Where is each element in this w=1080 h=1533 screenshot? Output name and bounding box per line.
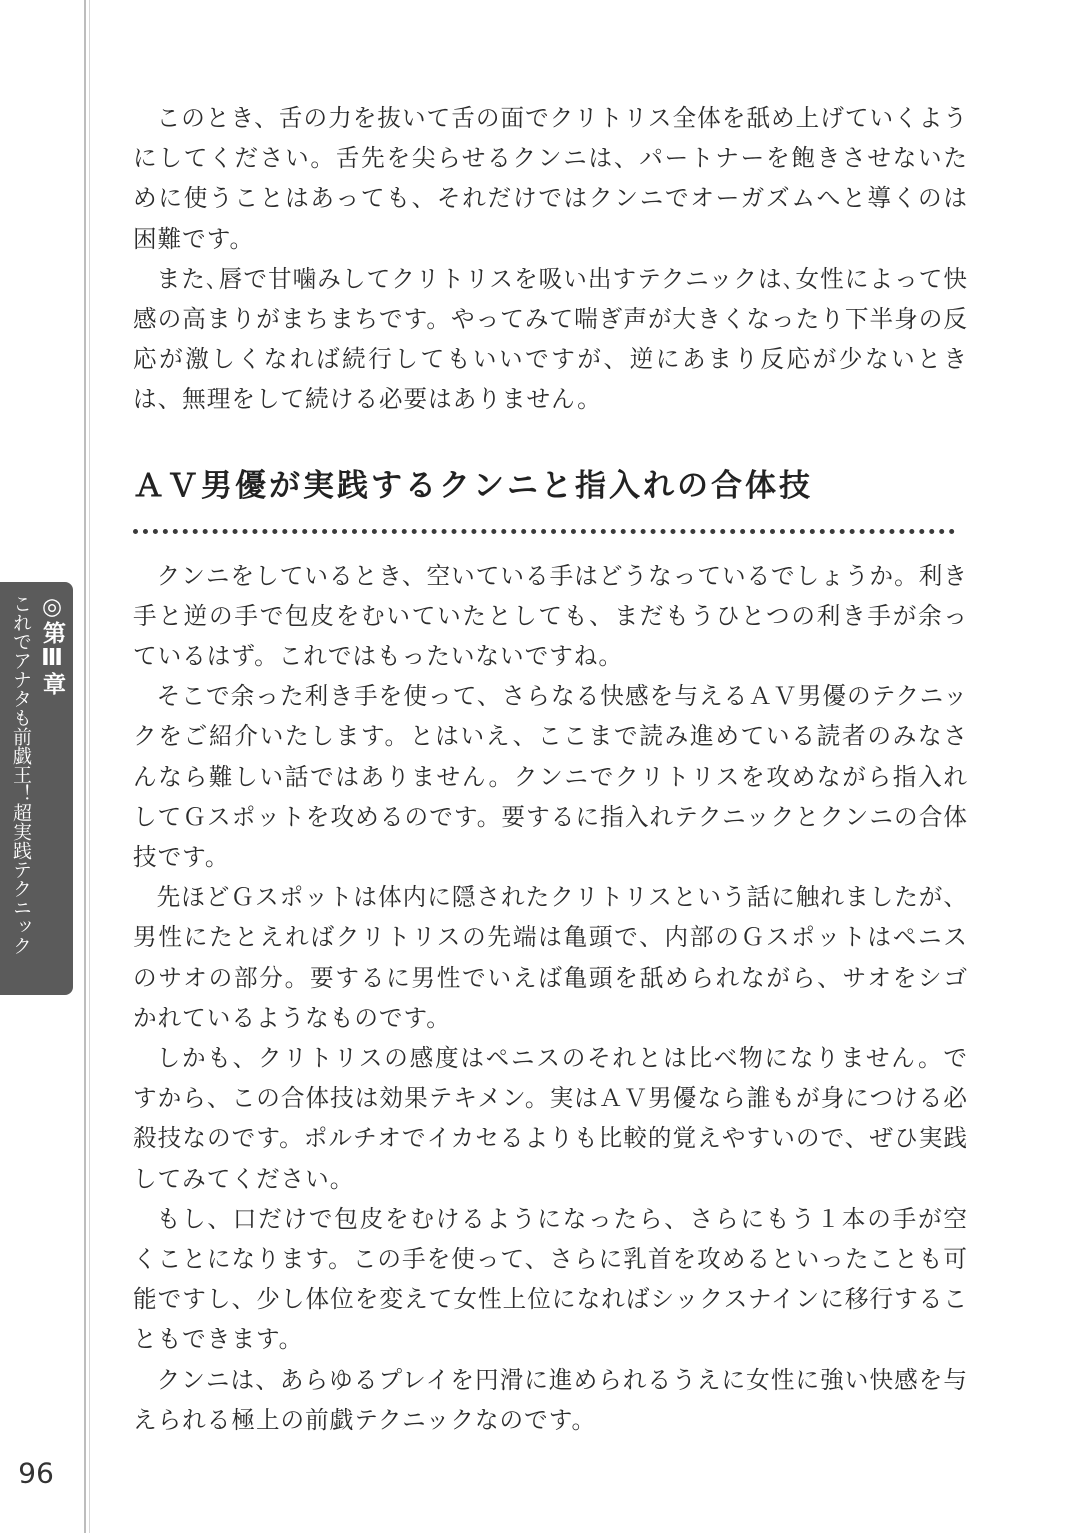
chapter-tab-title: これでアナタも前戯王！超実践テクニック — [10, 594, 32, 955]
page-margin-rule — [84, 0, 86, 1533]
chapter-tab-chapter: ◎第Ⅲ章 — [39, 594, 65, 696]
paragraph: また､唇で甘噛みしてクリトリスを吸い出すテクニックは､女性によって快感の高まりがまちまちです。やってみて喘ぎ声が大きくなったり下半身の反応が激しくなれば続行してもいいですが、逆にあまり反応が少ないときは、無理をして続ける必要はありません。 — [133, 264, 968, 414]
paragraph: このとき、舌の力を抜いて舌の面でクリトリス全体を舐め上げていくようにしてください。舌先を尖らせるクンニは、パートナーを飽きさせないために使うことはあっても、それだけではクンニでオーガズムへと導くのは困難です。 — [133, 104, 968, 253]
section-heading — [133, 442, 955, 534]
paragraph: クンニをしているとき、空いている手はどうなっているでしょうか。利き手と逆の手で包皮をむいていたとしても、まだもうひとつの利き手が余っているはず。これではもったいないですね。 — [133, 561, 968, 671]
paragraph: しかも、クリトリスの感度はペニスのそれとは比べ物になりません。ですから、この合体技は効果テキメン。実はＡＶ男優なら誰もが身につける必殺技なのです。ポルチオでイカセるよりも比較的覚えやすいので、ぜひ実践してみてください。 — [133, 1044, 968, 1193]
paragraph: そこで余った利き手を使って、さらなる快感を与えるＡＶ男優のテクニックをご紹介いたします。とはいえ、ここまで読み進めている読者のみなさんなら難しい話ではありません。クンニでクリトリスを攻めながら指入れしてＧスポットを攻めるのです。要するに指入れテクニックとクンニの合体技です。 — [133, 682, 968, 872]
section-heading-text: ＡＶ男優が実践するクンニと指入れの合体技 — [133, 467, 813, 504]
paragraph: クンニは、あらゆるプレイを円滑に進められるうえに女性に強い快感を与えられる極上の前戯テクニックなのです。 — [133, 1365, 968, 1434]
paragraph: もし、口だけで包皮をむけるようになったら、さらにもう１本の手が空くことになります。この手を使って、さらに乳首を攻めるといったことも可能ですし、少し体位を変えて女性上位になればシックスナインに移行することもできます。 — [133, 1204, 968, 1354]
section-combined-technique — [133, 556, 968, 1440]
page-number: 96 — [18, 1456, 54, 1489]
section-intro — [133, 98, 968, 420]
paragraph: 先ほどＧスポットは体内に隠されたクリトリスという話に触れましたが、男性にたとえればクリトリスの先端は亀頭で、内部のＧスポットはペニスのサオの部分。要するに男性でいえば亀頭を舐められながら、サオをシゴかれているようなものです。 — [133, 883, 968, 1032]
page-body — [133, 98, 968, 1440]
page-margin-rule-inner — [89, 0, 90, 1533]
chapter-tab — [0, 582, 73, 995]
